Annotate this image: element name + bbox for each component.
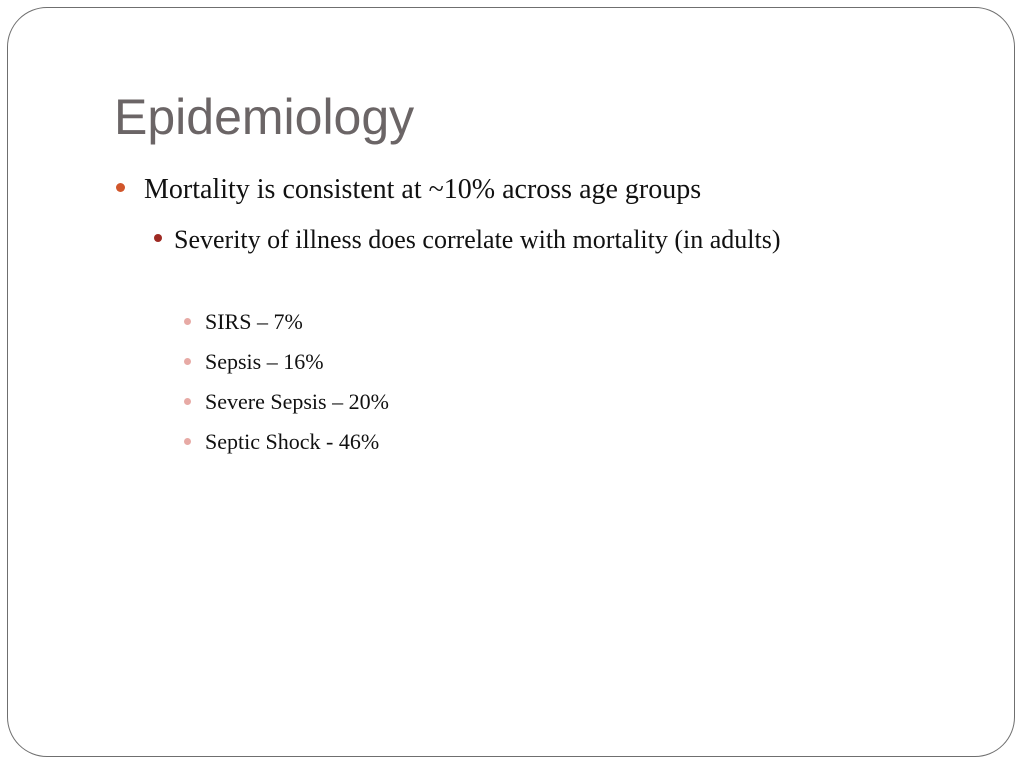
bullet-severity: Severity of illness does correlate with mortality (in adults)	[174, 225, 781, 254]
bullet-dot-icon	[184, 358, 191, 365]
bullet-dot-icon	[184, 318, 191, 325]
bullet-dot-icon	[184, 398, 191, 405]
sub-bullet-sepsis: Sepsis – 16%	[205, 349, 324, 374]
sub-bullet-sirs: SIRS – 7%	[205, 309, 303, 334]
slide-title: Epidemiology	[114, 89, 415, 145]
bullet-dot-icon	[116, 183, 125, 192]
bullet-dot-icon	[154, 234, 162, 242]
bullet-mortality: Mortality is consistent at ~10% across age groups	[144, 174, 702, 205]
sub-bullet-septic-shock: Septic Shock - 46%	[205, 429, 380, 454]
sub-bullet-severe-sepsis: Severe Sepsis – 20%	[205, 389, 389, 414]
bullet-dot-icon	[184, 438, 191, 445]
